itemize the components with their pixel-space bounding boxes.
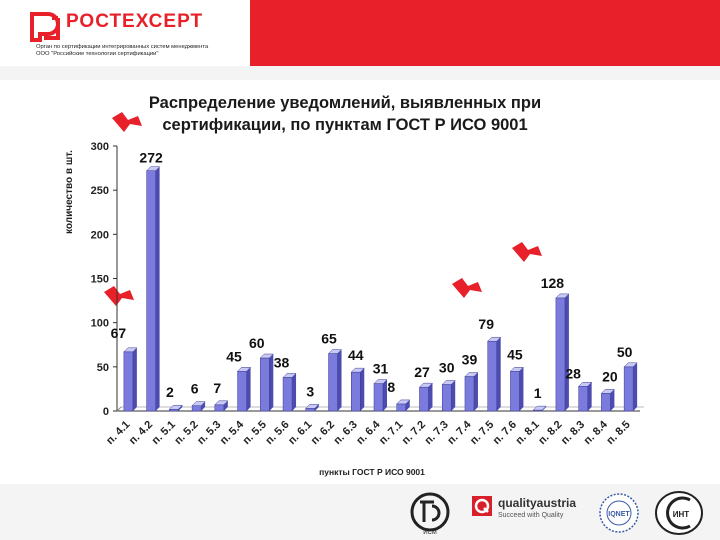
y-tick-label: 250 bbox=[90, 185, 109, 198]
bar bbox=[601, 393, 610, 411]
data-label: 65 bbox=[321, 330, 337, 347]
y-tick-label: 200 bbox=[90, 229, 109, 242]
data-label: 39 bbox=[461, 351, 478, 368]
x-tick-label: п. 7.5 bbox=[467, 418, 497, 447]
lightning-decor-icon bbox=[112, 112, 142, 132]
x-tick-label: п. 7.6 bbox=[490, 418, 520, 447]
x-tick-label: п. 6.2 bbox=[308, 418, 338, 447]
lightning-decor-icon bbox=[104, 286, 134, 306]
bar bbox=[283, 377, 292, 411]
data-label: 67 bbox=[110, 324, 127, 341]
data-label: 50 bbox=[616, 343, 633, 360]
bar bbox=[192, 406, 201, 411]
footer bbox=[0, 484, 720, 540]
data-label: 7 bbox=[213, 379, 222, 396]
data-label: 2 bbox=[165, 384, 174, 401]
lightning-decor-icon bbox=[452, 278, 482, 298]
data-label: 79 bbox=[478, 316, 494, 333]
bar-side bbox=[269, 354, 273, 411]
bar bbox=[624, 367, 633, 411]
x-tick-label: п. 8.3 bbox=[558, 418, 588, 447]
x-tick-label: п. 7.1 bbox=[377, 418, 406, 447]
qualityaustria-tagline: Succeed with Quality bbox=[498, 512, 564, 519]
x-tick-label: п. 5.4 bbox=[217, 418, 247, 447]
x-tick-label: п. 5.3 bbox=[195, 418, 224, 447]
data-label: 272 bbox=[139, 149, 163, 166]
gost-r-logo-icon bbox=[408, 492, 452, 536]
cs-text: ИНТ bbox=[672, 510, 690, 519]
x-tick-label: п. 8.4 bbox=[581, 418, 611, 447]
x-tick-label: п. 6.1 bbox=[286, 418, 315, 447]
chart-title: Распределение уведомлений, выявленных при сертификации, по пунктам ГОСТ Р ИСО 9001 bbox=[148, 94, 542, 134]
bar bbox=[556, 298, 565, 411]
bar bbox=[419, 387, 428, 411]
x-tick-label: п. 5.2 bbox=[172, 418, 201, 447]
data-label: 27 bbox=[414, 364, 430, 381]
brand-name: РОСТЕХСЕРТ bbox=[66, 11, 204, 32]
data-label: 38 bbox=[273, 354, 290, 371]
bar-side bbox=[519, 367, 523, 411]
data-label: 3 bbox=[306, 383, 315, 400]
x-tick-label: п. 5.6 bbox=[263, 418, 292, 447]
bar bbox=[147, 171, 156, 411]
bar bbox=[215, 405, 224, 411]
x-tick-label: п. 8.5 bbox=[604, 418, 633, 447]
brand-subtitle-2: ООО "Российские технологии сертификации" bbox=[36, 51, 159, 57]
bar bbox=[442, 385, 451, 412]
bar-side bbox=[633, 363, 637, 411]
bar-side bbox=[565, 294, 569, 411]
x-tick-label: п. 7.2 bbox=[399, 418, 429, 447]
iqnet-logo-icon bbox=[598, 492, 640, 534]
bar-side bbox=[360, 368, 364, 411]
data-label: 6 bbox=[190, 380, 199, 397]
bar-side bbox=[451, 381, 455, 412]
x-tick-label: п. 8.2 bbox=[536, 418, 565, 447]
qualityaustria-name: qualityaustria bbox=[498, 496, 577, 510]
bar bbox=[374, 384, 383, 411]
bar bbox=[510, 371, 519, 411]
bar-side bbox=[247, 367, 251, 411]
bar bbox=[238, 371, 247, 411]
bar bbox=[397, 404, 406, 411]
x-tick-label: п. 7.4 bbox=[445, 418, 474, 447]
y-tick-label: 50 bbox=[96, 361, 109, 374]
bar-side bbox=[474, 373, 478, 411]
data-label: 128 bbox=[540, 274, 565, 291]
bar bbox=[169, 409, 178, 411]
y-tick-label: 100 bbox=[90, 317, 109, 330]
bar-side bbox=[428, 383, 432, 411]
y-tick-label: 300 bbox=[90, 141, 109, 153]
data-label: 45 bbox=[226, 348, 242, 365]
bar bbox=[579, 386, 588, 411]
axis-depth-line bbox=[117, 407, 121, 411]
x-tick-label: п. 4.2 bbox=[126, 418, 156, 447]
x-tick-label: п. 4.1 bbox=[104, 418, 133, 447]
bar bbox=[465, 377, 474, 411]
x-tick-label: п. 6.3 bbox=[331, 418, 360, 447]
bar bbox=[260, 358, 269, 411]
bar-side bbox=[292, 373, 296, 411]
brand-subtitle: Орган по сертификации интегрированных систем менеджмента bbox=[36, 44, 209, 50]
data-label: 45 bbox=[507, 346, 523, 363]
data-label: 60 bbox=[249, 335, 265, 351]
x-tick-label: п. 5.1 bbox=[149, 418, 178, 447]
data-label: 8 bbox=[387, 378, 396, 395]
lightning-decor-icon bbox=[512, 242, 542, 262]
bar-side bbox=[156, 167, 160, 411]
bar bbox=[124, 352, 133, 411]
data-label: 30 bbox=[438, 359, 455, 376]
bar-side bbox=[133, 348, 137, 411]
y-axis-label: количество в шт. bbox=[64, 150, 75, 234]
bar bbox=[351, 372, 360, 411]
bar bbox=[306, 408, 315, 411]
data-label: 44 bbox=[347, 347, 364, 364]
x-axis-label: пункты ГОСТ Р ИСО 9001 bbox=[319, 467, 425, 477]
data-label: 1 bbox=[533, 385, 542, 402]
data-label: 31 bbox=[372, 360, 389, 377]
bar-side bbox=[588, 382, 592, 411]
certification-system-logo-icon bbox=[654, 490, 704, 536]
bar-side bbox=[497, 337, 501, 411]
bar bbox=[329, 354, 338, 411]
x-tick-label: п. 5.5 bbox=[240, 418, 269, 447]
x-tick-label: п. 6.4 bbox=[354, 418, 383, 447]
x-tick-label: п. 8.1 bbox=[513, 418, 542, 447]
bar bbox=[488, 341, 497, 411]
gost-sub-text: ИСМ bbox=[423, 530, 437, 536]
qualityaustria-q-icon bbox=[472, 496, 492, 516]
y-tick-label: 150 bbox=[90, 273, 109, 286]
data-label: 20 bbox=[602, 368, 618, 385]
bar-side bbox=[338, 350, 342, 411]
y-tick-label: 0 bbox=[102, 406, 109, 418]
data-label: 28 bbox=[565, 365, 581, 382]
x-tick-label: п. 7.3 bbox=[422, 418, 451, 447]
iqnet-text: IQNET bbox=[608, 511, 630, 518]
